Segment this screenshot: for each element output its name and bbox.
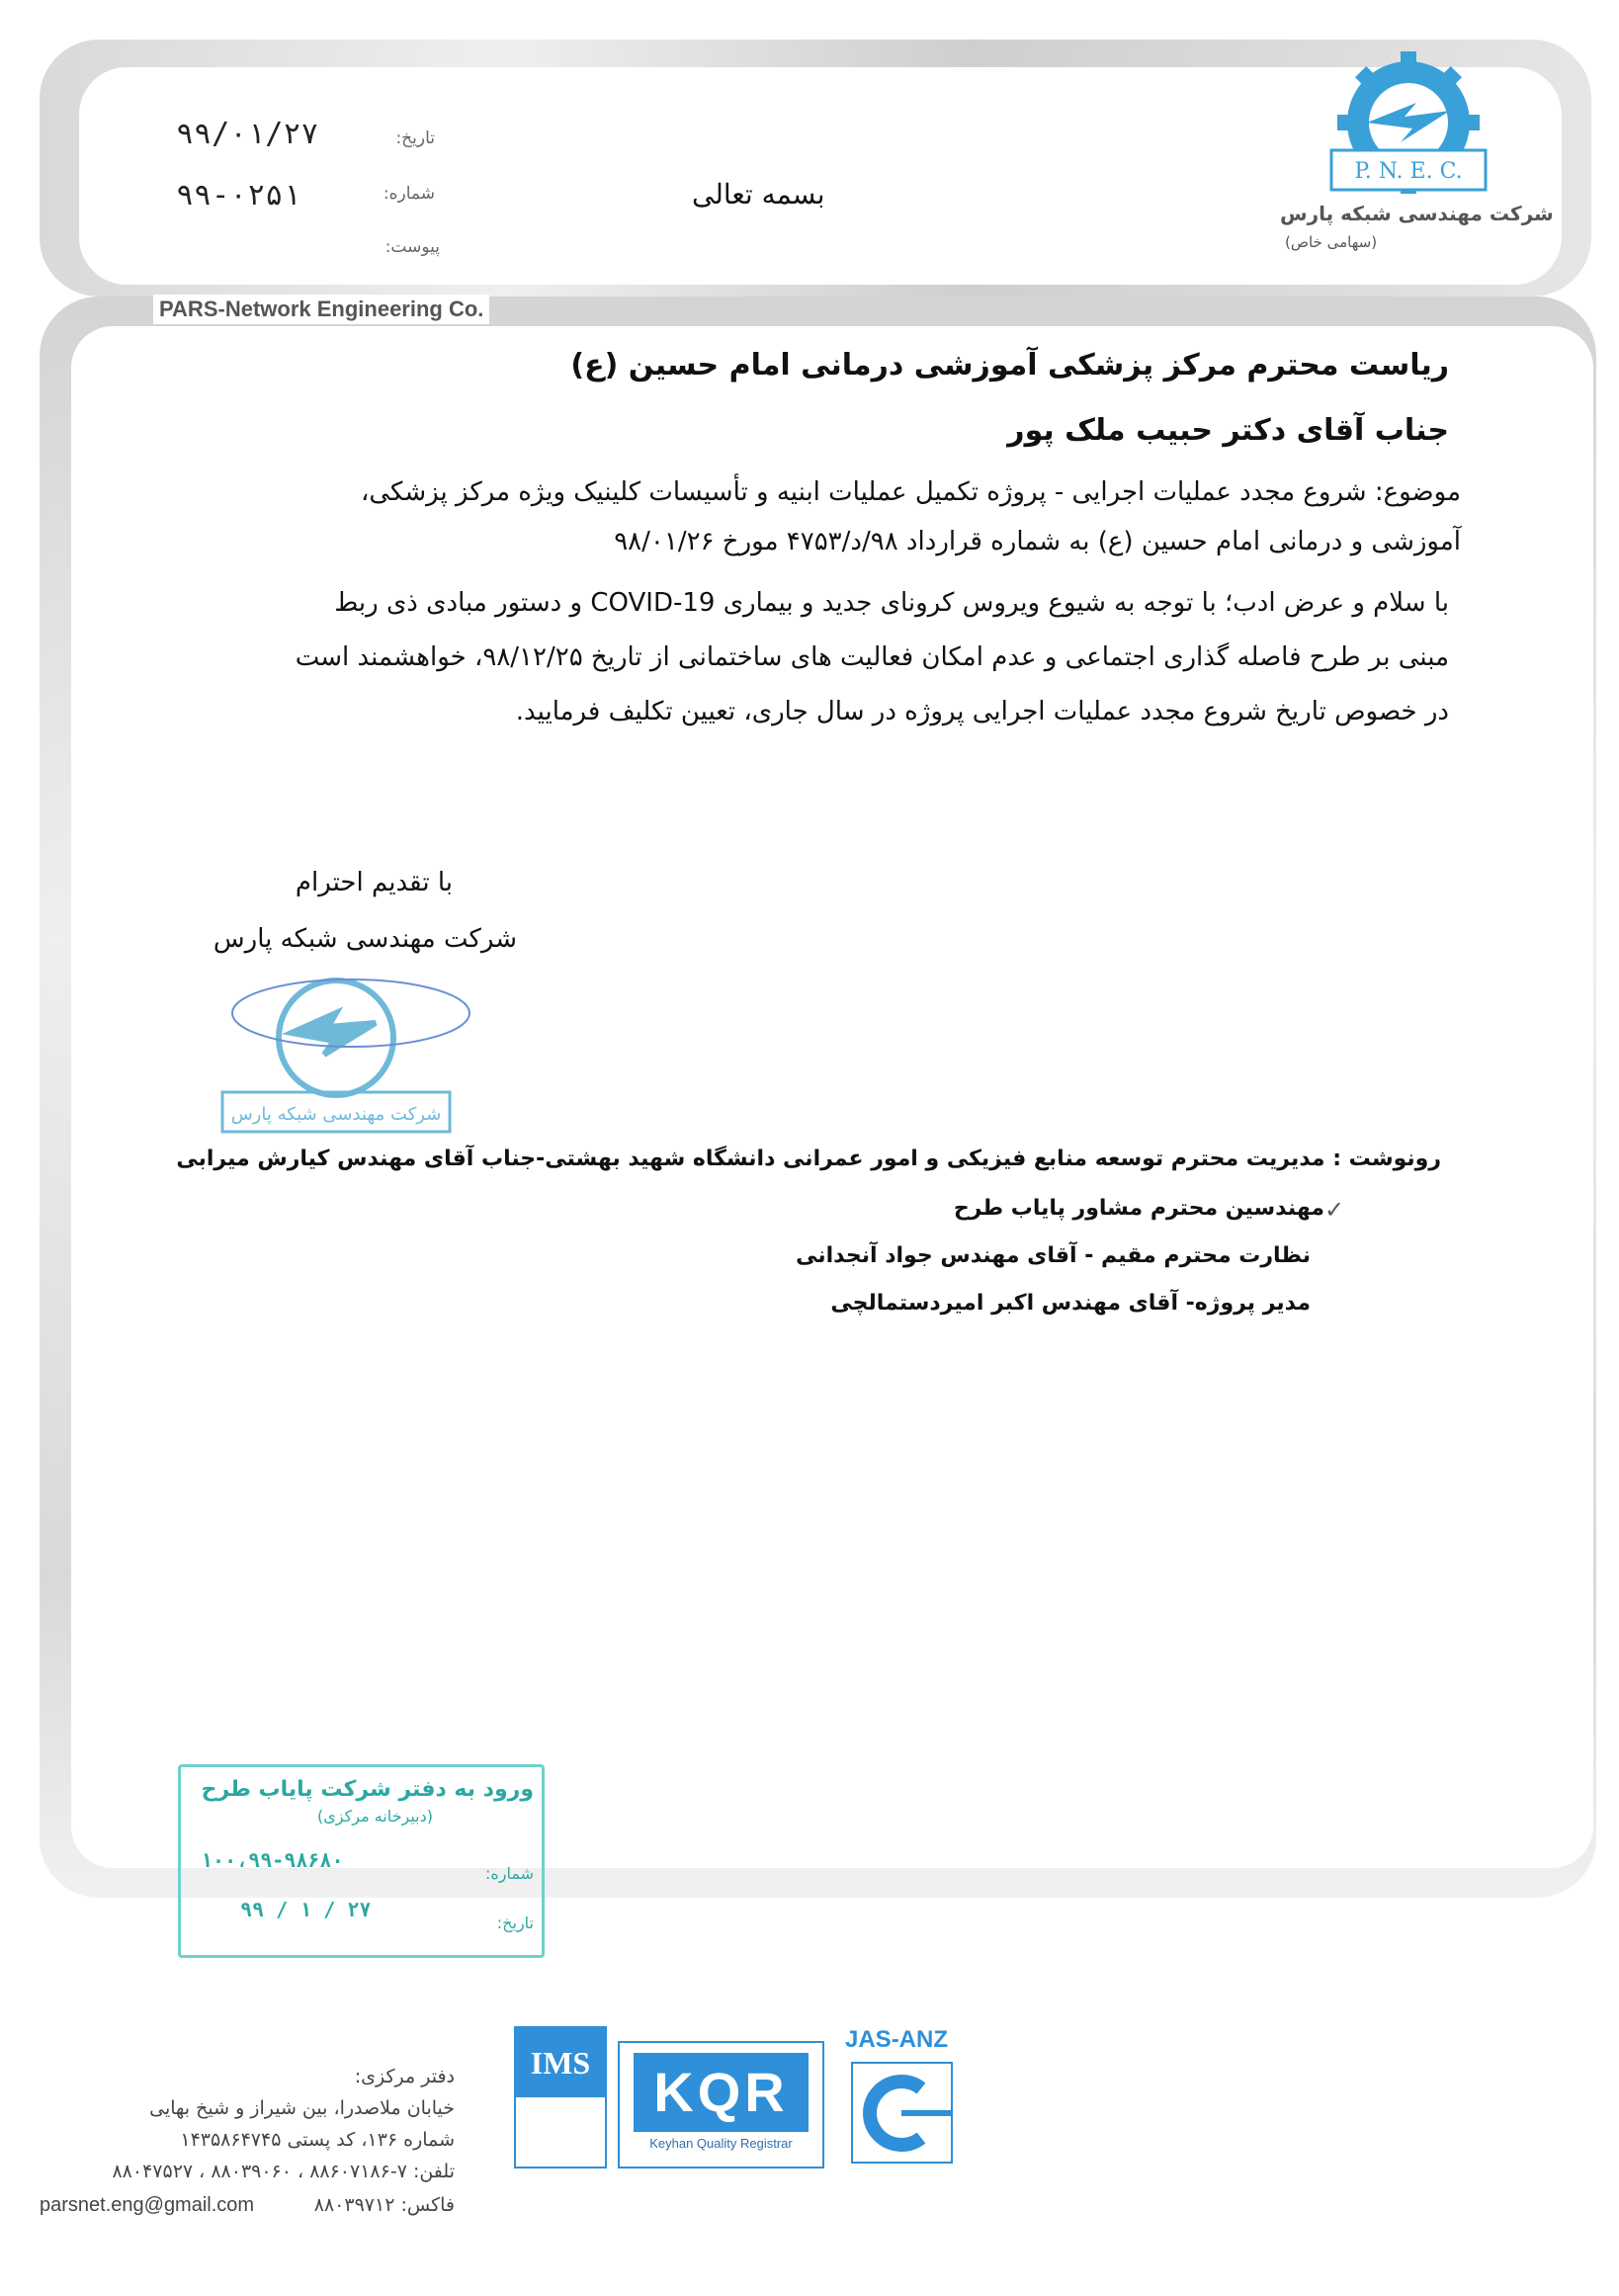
- attachment-label: پیوست:: [384, 237, 440, 257]
- kqr-label: KQR: [634, 2053, 809, 2132]
- number-label: شماره:: [383, 184, 435, 204]
- cc-line-1: رونوشت : مدیریت محترم توسعه منابع فیزیکی و امور عمرانی دانشگاه شهید بهشتی-جناب آقای مهندس کیارش میرابی: [176, 1147, 1441, 1171]
- fax-line: فاکس: ۸۸۰۳۹۷۱۲: [313, 2194, 455, 2216]
- pnec-logo: [1290, 51, 1527, 200]
- company-seal: [198, 964, 474, 1142]
- jas-anz-icon: [850, 2061, 954, 2165]
- address-line-1: خیابان ملاصدرا، بین شیراز و شیخ بهایی: [149, 2097, 455, 2119]
- ims-label: IMS: [516, 2028, 605, 2097]
- date-label: تاریخ:: [395, 128, 435, 148]
- kqr-cert-logo: [618, 2041, 824, 2168]
- address-line-2: شماره ۱۳۶، کد پستی ۱۴۳۵۸۶۴۷۴۵: [180, 2129, 455, 2151]
- company-name-english: PARS-Network Engineering Co.: [153, 295, 489, 324]
- stamp-number-label: شماره:: [484, 1864, 534, 1883]
- gear-logo-icon: [1290, 51, 1527, 200]
- stamp-subtitle: (دبیرخانه مرکزی): [317, 1807, 433, 1826]
- body-line-1: با سلام و عرض ادب؛ با توجه به شیوع ویروس کرونای جدید و بیماری COVID-19 و دستور مبادی ذی ربط: [334, 588, 1449, 618]
- attention-line: جناب آقای دکتر حبیب ملک پور: [1007, 413, 1449, 448]
- svg-text:شرکت مهندسی شبکه پارس: شرکت مهندسی شبکه پارس: [230, 1104, 442, 1125]
- jas-anz-label: JAS-ANZ: [845, 2026, 949, 2053]
- date-value: ۹۹/۰۱/۲۷: [176, 117, 319, 151]
- invocation: بسمه تعالی: [692, 178, 825, 211]
- stamp-title: ورود به دفتر شرکت پایاب طرح: [201, 1777, 534, 1802]
- seal-icon: [198, 964, 474, 1142]
- cc-line-3: نظارت محترم مقیم - آقای مهندس جواد آنجدانی: [796, 1243, 1311, 1268]
- subject-line-1: موضوع: شروع مجدد عملیات اجرایی - پروژه تکمیل عملیات ابنیه و تأسیسات کلینیک ویژه مرکز پزشکی،: [360, 477, 1461, 507]
- check-mark-icon: ✓: [1324, 1196, 1345, 1224]
- stamp-number-value: ۱۰۰،۹۹-۹۸۶۸۰: [201, 1848, 344, 1872]
- stamp-date-value: ۹۹ / ۱ / ۲۷: [240, 1898, 372, 1921]
- company-name-persian: شرکت مهندسی شبکه پارس: [1280, 202, 1554, 225]
- body-line-2: مبنی بر طرح فاصله گذاری اجتماعی و عدم امکان فعالیت های ساختمانی از تاریخ ۹۸/۱۲/۲۵، خواهشمند است: [295, 642, 1449, 672]
- subject-line-2: آموزشی و درمانی امام حسین (ع) به شماره قرارداد ۹۸/د/۴۷۵۳ مورخ ۹۸/۰۱/۲۶: [614, 527, 1461, 556]
- signatory: شرکت مهندسی شبکه پارس: [213, 924, 517, 954]
- stamp-date-label: تاریخ:: [496, 1913, 534, 1932]
- cc-line-4: مدیر پروژه- آقای مهندس اکبر امیردستمالچی: [830, 1291, 1311, 1316]
- cc-line-2: مهندسین محترم مشاور پایاب طرح: [953, 1196, 1324, 1221]
- svg-text:P. N. E. C.: P. N. E. C.: [1354, 159, 1463, 184]
- receipt-stamp: [178, 1764, 545, 1958]
- company-type: (سهامی خاص): [1285, 233, 1378, 251]
- closing: با تقدیم احترام: [295, 868, 453, 897]
- recipient: ریاست محترم مرکز پزشکی آموزشی درمانی امام حسین (ع): [570, 348, 1449, 383]
- phone-line: تلفن: ۷-۸۸۶۰۷۱۸۶ ، ۸۸۰۳۹۰۶۰ ، ۸۸۰۴۷۵۲۷: [112, 2161, 455, 2182]
- body-line-3: در خصوص تاریخ شروع مجدد عملیات اجرایی پروژه در سال جاری، تعیین تکلیف فرمایید.: [515, 697, 1449, 726]
- email-address: parsnet.eng@gmail.com: [40, 2194, 255, 2216]
- jas-anz-logo: [850, 2061, 954, 2165]
- number-value: ۹۹-۰۲۵۱: [176, 178, 301, 213]
- kqr-sublabel: Keyhan Quality Registrar: [649, 2136, 793, 2151]
- office-label: دفتر مرکزی:: [354, 2066, 455, 2087]
- ims-cert-logo: [514, 2026, 607, 2168]
